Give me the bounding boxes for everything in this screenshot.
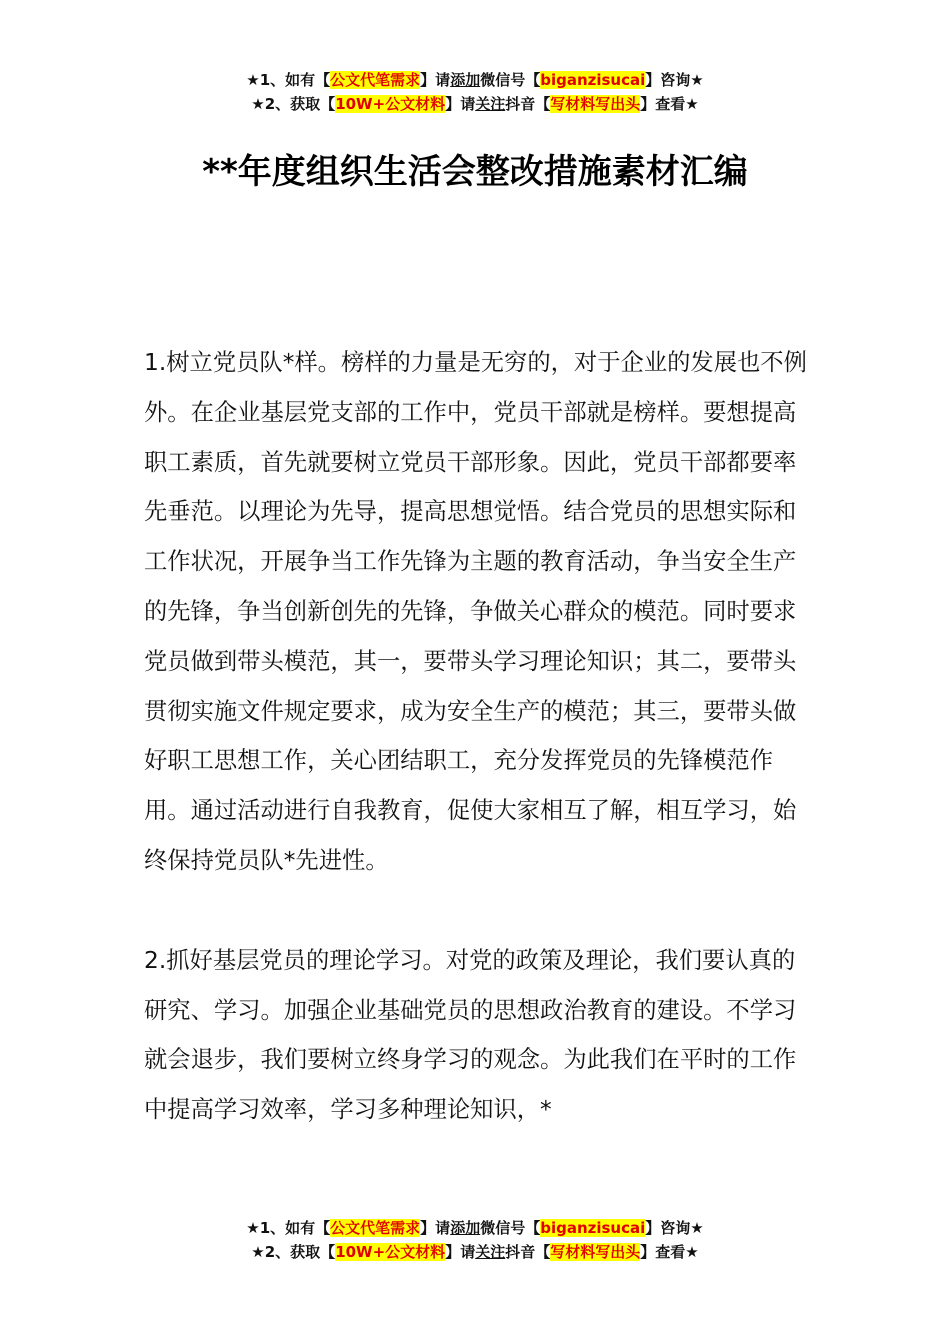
paragraph: 2.抓好基层党员的理论学习。对党的政策及理论，我们要认真的研究、学习。加强企业基础党员的思想政治教育的建设。不学习就会退步，我们要树立终身学习的观念。为此我们在平时的工作中提高学习效率，学习多种理论知识，* (144, 946, 797, 1124)
paragraph: 1.树立党员队*样。榜样的力量是无穷的，对于企业的发展也不例外。在企业基层党支部的工作中，党员干部就是榜样。要想提高职工素质，首先就要树立党员干部形象。因此，党员干部都要率先垂范。以理论为先导，提高思想觉悟。结合党员的思想实际和工作状况，开展争当工作先锋为主题的教育活动，争当安全生产的先锋，争当创新创先的先锋，争做关心群众的模范。同时要求党员做到带头模范，其一，要带头学习理论知识；其二，要带头贯彻实施文件规定要求，成为安全生产的模范；其三，要带头做好职工思想工作，关心团结职工，充分发挥党员的先锋模范作用。通过活动进行自我教育，促使大家相互了解，相互学习，始终保持党员队*先进性。 (144, 349, 807, 874)
banner-text: 】咨询★ (645, 71, 704, 89)
banner-text: 抖音【 (505, 95, 551, 113)
banner-highlight: 公文代笔需求 (330, 71, 421, 89)
banner-highlight: 公文代笔需求 (330, 1219, 421, 1237)
banner-text: ★2、获取【 (251, 1243, 336, 1261)
banner-emphasis: 关注 (475, 95, 506, 113)
banner-text: 抖音【 (505, 1243, 551, 1261)
banner-text: 】请 (445, 95, 476, 113)
banner-text: 】请 (445, 1243, 476, 1261)
header-banner (0, 68, 950, 116)
banner-text: 】查看★ (640, 95, 699, 113)
banner-line-1 (0, 1216, 950, 1240)
banner-text: ★1、如有【 (246, 71, 331, 89)
banner-emphasis: 添加 (450, 1219, 481, 1237)
banner-text: ★2、获取【 (251, 95, 336, 113)
banner-highlight: 10W+公文材料 (335, 95, 446, 113)
banner-emphasis: 关注 (475, 1243, 506, 1261)
banner-text: 微信号【 (480, 71, 541, 89)
banner-line-2 (0, 1240, 950, 1264)
banner-text: ★1、如有【 (246, 1219, 331, 1237)
banner-text: 】查看★ (640, 1243, 699, 1261)
banner-text: 】请 (420, 1219, 451, 1237)
footer-banner (0, 1216, 950, 1264)
banner-line-2 (0, 92, 950, 116)
banner-highlight: biganzisucai (540, 71, 646, 89)
banner-text: 】请 (420, 71, 451, 89)
banner-highlight: 写材料写出头 (550, 95, 641, 113)
banner-text: 】咨询★ (645, 1219, 704, 1237)
banner-emphasis: 添加 (450, 71, 481, 89)
banner-text: 微信号【 (480, 1219, 541, 1237)
banner-highlight: biganzisucai (540, 1219, 646, 1237)
document-body (144, 338, 808, 1185)
banner-line-1 (0, 68, 950, 92)
banner-highlight: 写材料写出头 (550, 1243, 641, 1261)
document-title: **年度组织生活会整改措施素材汇编 (202, 152, 748, 192)
banner-highlight: 10W+公文材料 (335, 1243, 446, 1261)
